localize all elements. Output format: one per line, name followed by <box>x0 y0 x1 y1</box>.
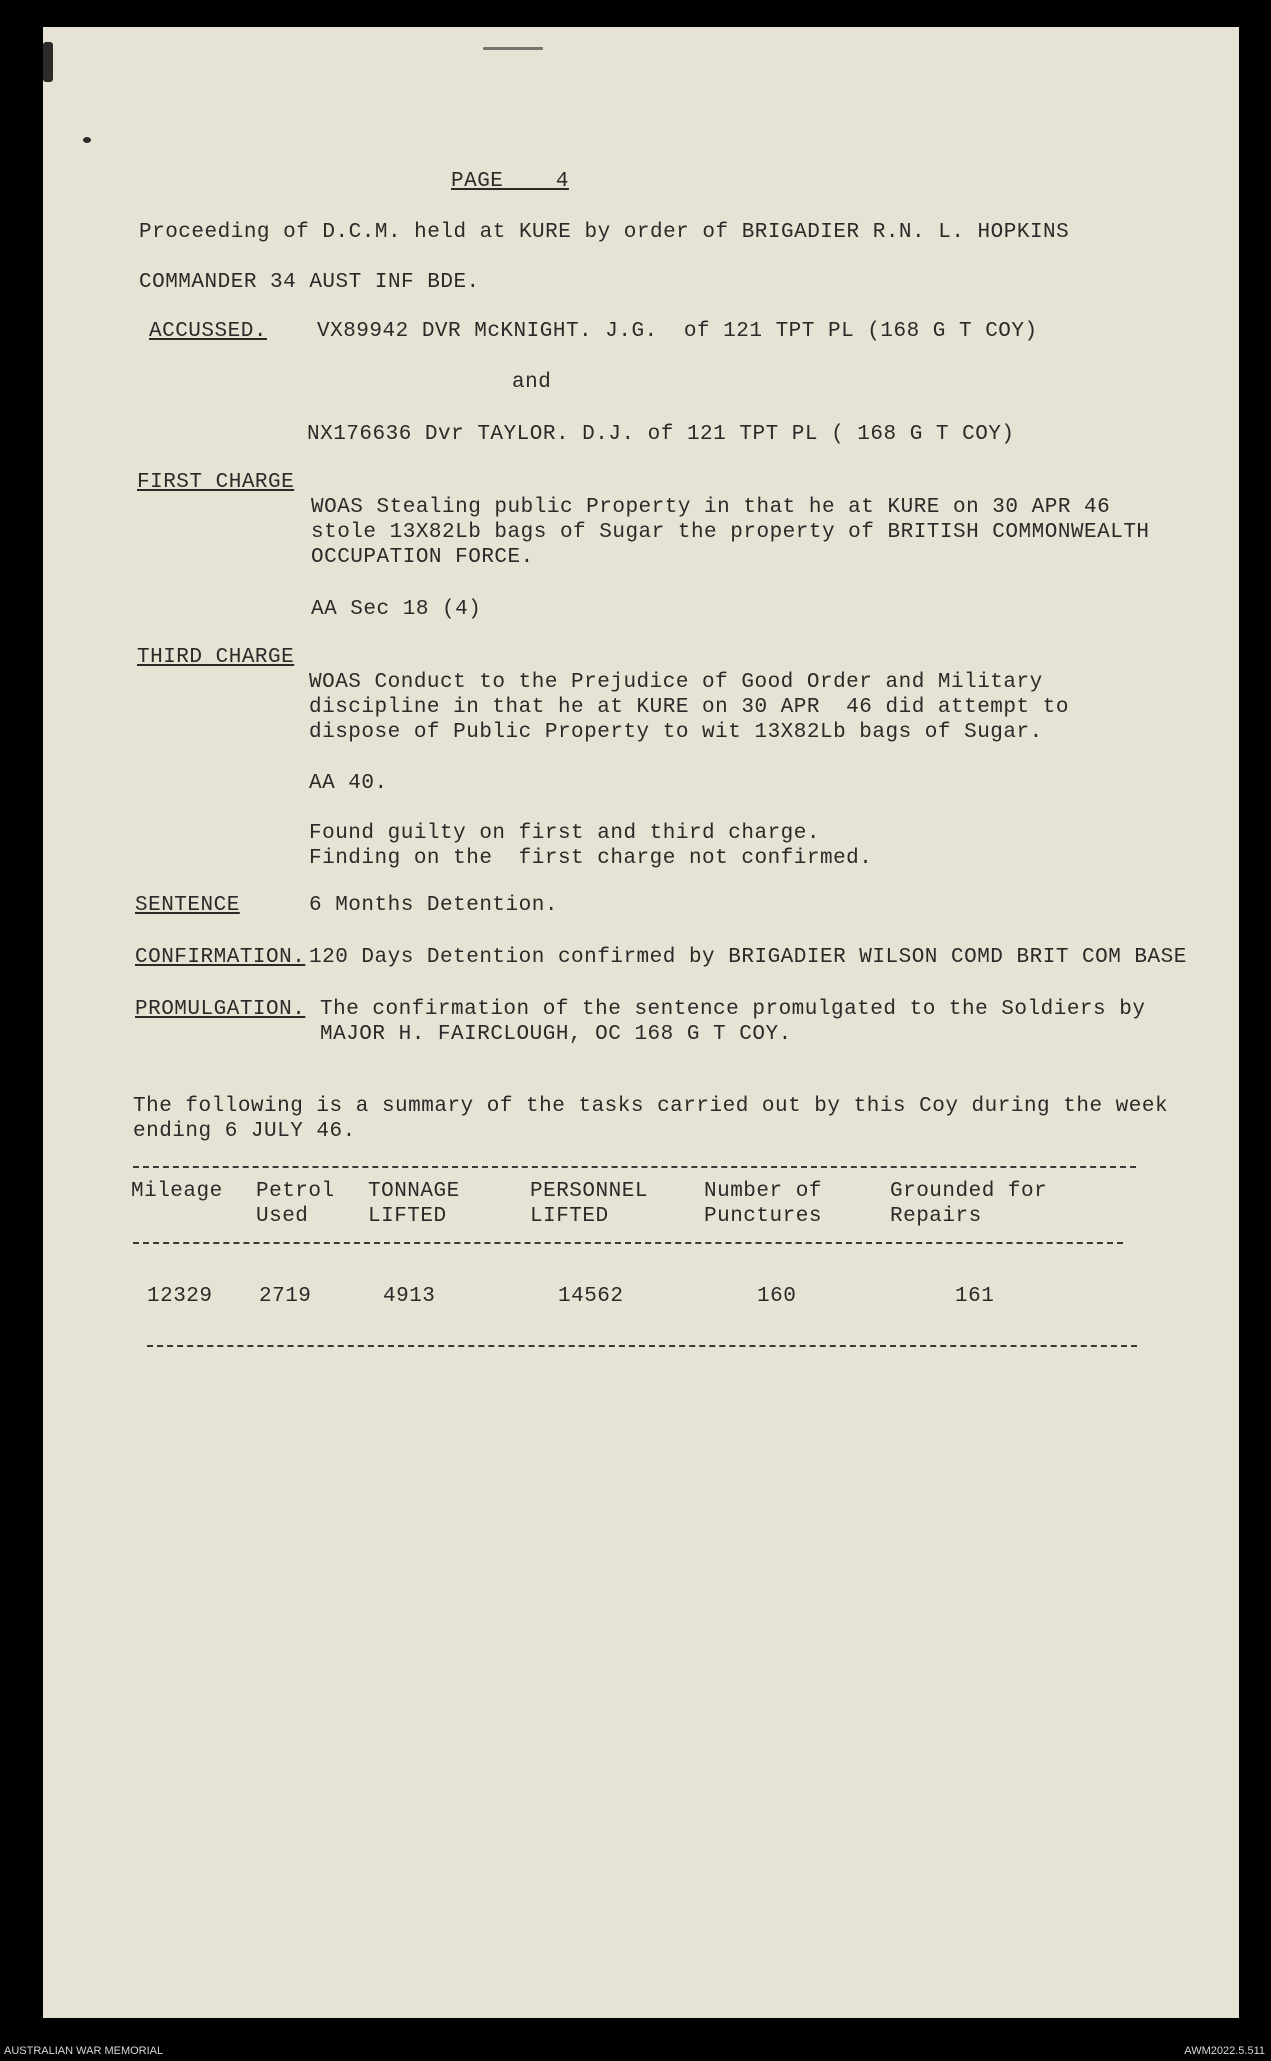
table-header: Petrol <box>256 1180 335 1203</box>
table-header: Mileage <box>131 1180 223 1203</box>
archive-reference: AWM2022.5.511 <box>1184 2045 1265 2057</box>
table-header: Used <box>256 1205 309 1228</box>
table-cell: 14562 <box>558 1285 624 1308</box>
confirmation-text: 120 Days Detention confirmed by BRIGADIER WILSON COMD BRIT COM BASE <box>309 946 1187 969</box>
promulgation-heading: PROMULGATION. <box>135 998 306 1021</box>
first-charge-section: AA Sec 18 (4) <box>311 598 482 621</box>
table-rule <box>133 1242 1123 1244</box>
first-charge-text: WOAS Stealing public Property in that he at KURE on 30 APR 46 <box>311 496 1111 519</box>
promulgation-text: The confirmation of the sentence promulgated to the Soldiers by <box>320 998 1146 1021</box>
table-cell: 161 <box>955 1285 995 1308</box>
table-cell: 2719 <box>259 1285 312 1308</box>
table-header: Grounded for <box>890 1180 1048 1203</box>
third-charge-text: WOAS Conduct to the Prejudice of Good Order and Military <box>309 671 1043 694</box>
finding-line: Found guilty on first and third charge. <box>309 822 820 845</box>
document-page <box>43 27 1239 2018</box>
ink-speck <box>483 47 543 50</box>
accused-heading: ACCUSSED. <box>149 320 267 343</box>
table-rule <box>133 1166 1136 1168</box>
first-charge-text: OCCUPATION FORCE. <box>311 546 534 569</box>
table-header: PERSONNEL <box>530 1180 648 1203</box>
table-cell: 4913 <box>383 1285 436 1308</box>
table-header: LIFTED <box>530 1205 609 1228</box>
sentence-heading: SENTENCE <box>135 894 240 917</box>
table-header: Number of <box>704 1180 822 1203</box>
intro-line: COMMANDER 34 AUST INF BDE. <box>139 271 480 294</box>
promulgation-text: MAJOR H. FAIRCLOUGH, OC 168 G T COY. <box>320 1023 792 1046</box>
third-charge-heading: THIRD CHARGE <box>137 646 295 669</box>
sentence-text: 6 Months Detention. <box>309 894 558 917</box>
archive-credit: AUSTRALIAN WAR MEMORIAL <box>4 2045 164 2057</box>
finding-line: Finding on the first charge not confirmed. <box>309 847 873 870</box>
third-charge-text: discipline in that he at KURE on 30 APR 46 did attempt to <box>309 696 1069 719</box>
page-number: PAGE 4 <box>451 170 569 193</box>
table-cell: 160 <box>757 1285 797 1308</box>
first-charge-heading: FIRST CHARGE <box>137 471 295 494</box>
table-header: LIFTED <box>368 1205 447 1228</box>
punch-hole-mark <box>43 42 53 82</box>
accused-line: NX176636 Dvr TAYLOR. D.J. of 121 TPT PL ( 168 G T COY) <box>307 423 1015 446</box>
table-header: Repairs <box>890 1205 982 1228</box>
accused-line: VX89942 DVR McKNIGHT. J.G. of 121 TPT PL (168 G T COY) <box>317 320 1038 343</box>
table-rule <box>147 1345 1137 1347</box>
intro-line: Proceeding of D.C.M. held at KURE by order of BRIGADIER R.N. L. HOPKINS <box>139 221 1070 244</box>
table-cell: 12329 <box>147 1285 213 1308</box>
third-charge-section: AA 40. <box>309 772 388 795</box>
table-header: Punctures <box>704 1205 822 1228</box>
first-charge-text: stole 13X82Lb bags of Sugar the property of BRITISH COMMONWEALTH <box>311 521 1150 544</box>
accused-connector: and <box>512 371 552 394</box>
third-charge-text: dispose of Public Property to wit 13X82Lb bags of Sugar. <box>309 721 1043 744</box>
table-header: TONNAGE <box>368 1180 460 1203</box>
ink-speck <box>83 137 91 143</box>
confirmation-heading: CONFIRMATION. <box>135 946 306 969</box>
summary-intro: ending 6 JULY 46. <box>133 1120 356 1143</box>
summary-intro: The following is a summary of the tasks carried out by this Coy during the week <box>133 1095 1169 1118</box>
